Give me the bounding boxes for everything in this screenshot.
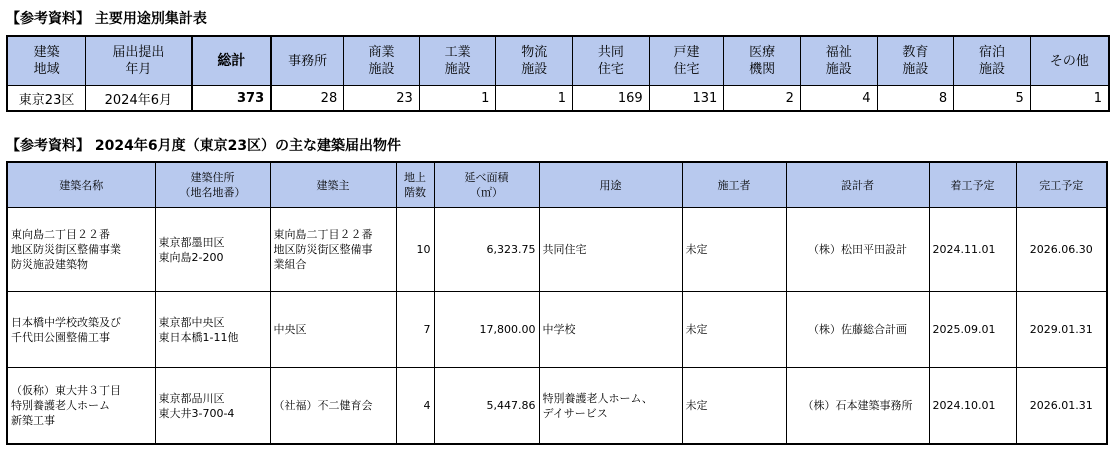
- end-date: 2029.01.31: [1016, 292, 1107, 368]
- floors: 7: [396, 292, 434, 368]
- designer: （株）佐藤総合計画: [786, 292, 929, 368]
- contractor: 未定: [682, 292, 786, 368]
- building-address: 東京都品川区 東大井3-700-4: [155, 368, 270, 445]
- header-address: 建築住所 （地名地番）: [155, 162, 270, 208]
- header-floors: 地上 階数: [396, 162, 434, 208]
- floor-area: 6,323.75: [434, 208, 539, 292]
- contractor: 未定: [682, 368, 786, 445]
- header-logistics: 物流 施設: [496, 36, 573, 86]
- header-contractor: 施工者: [682, 162, 786, 208]
- header-month: 届出提出 年月: [86, 36, 192, 86]
- building-name: （仮称）東大井３丁目 特別養護老人ホーム 新築工事: [7, 368, 155, 445]
- designer: （株）石本建築事務所: [786, 368, 929, 445]
- end-date: 2026.06.30: [1016, 208, 1107, 292]
- cell-apartment: 169: [573, 86, 650, 112]
- header-total: 総計: [192, 36, 272, 86]
- header-lodging: 宿泊 施設: [954, 36, 1031, 86]
- building-owner: 東向島二丁目２２番 地区防災街区整備事 業組合: [270, 208, 396, 292]
- floors: 4: [396, 368, 434, 445]
- header-use: 用途: [539, 162, 682, 208]
- contractor: 未定: [682, 208, 786, 292]
- detail-header-row: [7, 162, 1107, 208]
- header-medical: 医療 機関: [724, 36, 801, 86]
- cell-total: 373: [192, 86, 272, 112]
- building-use: 共同住宅: [539, 208, 682, 292]
- cell-welfare: 4: [800, 86, 877, 112]
- floor-area: 17,800.00: [434, 292, 539, 368]
- building-use: 中学校: [539, 292, 682, 368]
- header-building-name: 建築名称: [7, 162, 155, 208]
- building-use: 特別養護老人ホーム、 デイサービス: [539, 368, 682, 445]
- cell-office: 28: [271, 86, 344, 112]
- floors: 10: [396, 208, 434, 292]
- cell-area: 東京23区: [7, 86, 86, 112]
- summary-data-row: [7, 86, 1109, 112]
- floor-area: 5,447.86: [434, 368, 539, 445]
- header-industrial: 工業 施設: [419, 36, 496, 86]
- cell-detached: 131: [649, 86, 724, 112]
- header-welfare: 福祉 施設: [800, 36, 877, 86]
- start-date: 2024.11.01: [929, 208, 1016, 292]
- cell-industrial: 1: [419, 86, 496, 112]
- detail-table: [6, 161, 1108, 445]
- designer: （株）松田平田設計: [786, 208, 929, 292]
- header-start-date: 着工予定: [929, 162, 1016, 208]
- table-row: [7, 208, 1107, 292]
- cell-education: 8: [877, 86, 954, 112]
- table-row: [7, 292, 1107, 368]
- cell-lodging: 5: [954, 86, 1031, 112]
- start-date: 2025.09.01: [929, 292, 1016, 368]
- header-apartment: 共同 住宅: [573, 36, 650, 86]
- building-owner: （社福）不二健育会: [270, 368, 396, 445]
- header-other: その他: [1030, 36, 1109, 86]
- cell-other: 1: [1030, 86, 1109, 112]
- header-area: 建築 地域: [7, 36, 86, 86]
- building-name: 日本橋中学校改築及び 千代田公園整備工事: [7, 292, 155, 368]
- header-designer: 設計者: [786, 162, 929, 208]
- header-detached: 戸建 住宅: [649, 36, 724, 86]
- start-date: 2024.10.01: [929, 368, 1016, 445]
- cell-month: 2024年6月: [86, 86, 192, 112]
- summary-table: [6, 35, 1110, 112]
- header-end-date: 完工予定: [1016, 162, 1107, 208]
- building-address: 東京都墨田区 東向島2-200: [155, 208, 270, 292]
- cell-logistics: 1: [496, 86, 573, 112]
- header-owner: 建築主: [270, 162, 396, 208]
- cell-commercial: 23: [344, 86, 420, 112]
- summary-heading: 【参考資料】 主要用途別集計表: [6, 11, 207, 27]
- detail-heading: 【参考資料】 2024年6月度（東京23区）の主な建築届出物件: [6, 138, 402, 154]
- building-owner: 中央区: [270, 292, 396, 368]
- header-office: 事務所: [271, 36, 344, 86]
- end-date: 2026.01.31: [1016, 368, 1107, 445]
- header-education: 教育 施設: [877, 36, 954, 86]
- table-row: [7, 368, 1107, 445]
- header-floor-area: 延べ面積 （㎡）: [434, 162, 539, 208]
- building-name: 東向島二丁目２２番 地区防災街区整備事業 防災施設建築物: [7, 208, 155, 292]
- header-commercial: 商業 施設: [344, 36, 420, 86]
- summary-header-row: [7, 36, 1109, 86]
- cell-medical: 2: [724, 86, 801, 112]
- building-address: 東京都中央区 東日本橋1-11他: [155, 292, 270, 368]
